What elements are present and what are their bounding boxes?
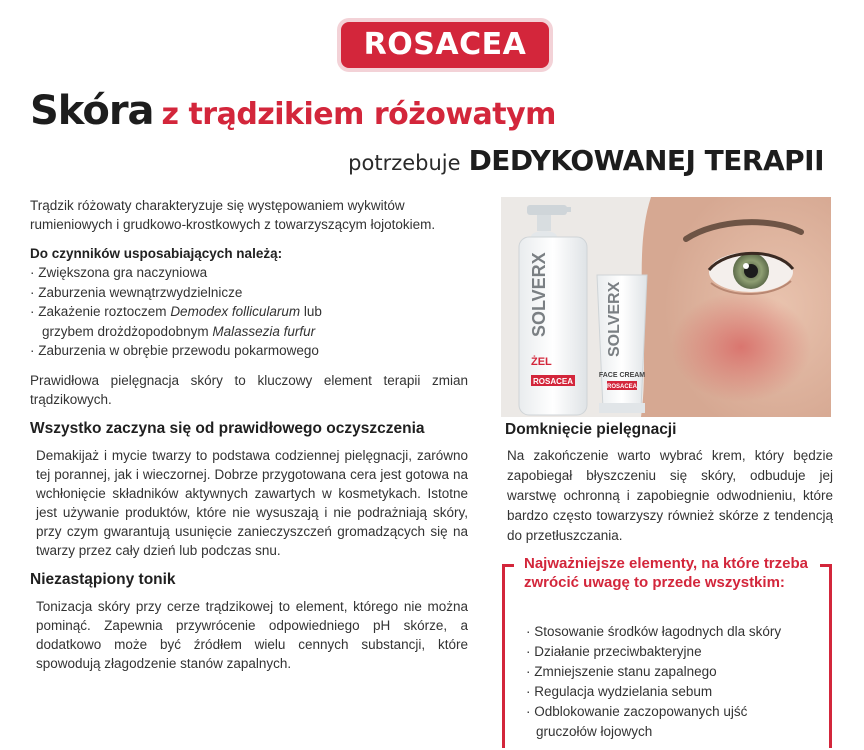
tonic-text: Tonizacja skóry przy cerze trądzikowej to element, którego nie można pominąć. Zapewnia przywrócenie odpowiedniego pH skórze, a dodatkowo może być źródłem wielu cennych substancji, które spowodują złagodzenie stanów zapalnych. xyxy=(36,598,468,671)
rosacea-badge: ROSACEA xyxy=(341,22,549,68)
list-item-text: · Zaburzenia wewnątrzwydzielnicze xyxy=(30,284,243,300)
headline-small: potrzebuje xyxy=(348,151,461,175)
list-item xyxy=(30,302,468,341)
tube-line1-text: FACE CREAM xyxy=(598,372,646,379)
list-item xyxy=(526,662,826,682)
list-item xyxy=(526,702,826,742)
factors-title: Do czynników usposabiających należą: xyxy=(30,246,283,261)
list-item xyxy=(30,341,468,361)
list-item-italic: Malassezia furfur xyxy=(212,323,316,339)
box-border-right xyxy=(829,564,832,748)
face-cream-tube xyxy=(597,275,647,413)
headline-line-2 xyxy=(348,144,824,184)
finish-title: Domknięcie pielęgnacji xyxy=(505,421,677,438)
intro-paragraph: Trądzik różowaty charakteryzuje się występowaniem wykwitów rumieniowych i grudkowo-krostkowych z towarzyszącym łojotokiem. xyxy=(30,198,436,232)
tube-brand-text: SOLVERX xyxy=(606,281,623,357)
tube-line2-text: ROSACEA xyxy=(606,384,638,390)
list-item-text: · Zakażenie roztoczem xyxy=(30,304,171,319)
list-item xyxy=(30,263,468,283)
headline-strong: DEDYKOWANEJ TERAPII xyxy=(468,144,824,177)
list-item-text: · Działanie przeciwbakteryjne xyxy=(526,644,702,659)
left-column xyxy=(30,196,468,683)
tonic-title: Niezastąpiony tonik xyxy=(30,570,176,588)
key-elements-list xyxy=(526,622,826,742)
key-elements-box xyxy=(502,552,832,748)
list-item xyxy=(526,682,826,702)
cleansing-text: Demakijaż i mycie twarzy to podstawa codziennej pielęgnacji, zarówno tej porannej, jak i wieczornej. Dobrze przygotowana cera jest gotowa na wchłonięcie składników aktywnych zawartych w kosmetykach. Istotne jest używanie produktów, które nie wysuszają i nie podrażniają skóry, przy czym gwarantują usunięcie zanieczyszczeń gromadzących się na twarzy przez cały dzień lub podczas snu. xyxy=(36,447,468,558)
box-border-top-left xyxy=(502,564,514,567)
list-item-text: · Odblokowanie zaczopowanych ujść xyxy=(526,704,748,719)
factors-list xyxy=(30,263,468,361)
finish-text: Na zakończenie warto wybrać krem, który będzie zapobiegał błyszczeniu się skóry, odbuduje jej warstwę ochronną i zapobiegnie odwodnieniu, które bardzo często towarzyszy również skórze z tendencją do przetłuszczania. xyxy=(507,448,833,543)
box-border-top-right xyxy=(820,564,832,567)
key-elements-title: Najważniejsze elementy, na które trzeba zwrócić uwagę to przede wszystkim: xyxy=(524,555,808,591)
list-item-continuation: gruczołów łojowych xyxy=(536,724,653,739)
list-item-continuation xyxy=(30,322,468,342)
list-item-text: · Zwiększona gra naczyniowa xyxy=(30,265,208,280)
photo-illustration xyxy=(501,197,831,417)
list-item-text: · Zaburzenia w obrębie przewodu pokarmowego xyxy=(30,343,319,358)
list-item-text: lub xyxy=(300,304,322,319)
headline-line-1 xyxy=(30,88,556,138)
bottle-line2-text: ROSACEA xyxy=(532,377,574,386)
right-column xyxy=(505,420,833,546)
bottle-line1-text: ŻEL xyxy=(531,356,552,368)
list-item-text: grzybem drożdżopodobnym xyxy=(42,323,213,339)
list-item xyxy=(30,283,468,303)
product-face-photo xyxy=(501,197,831,417)
list-item-text: · Zmniejszenie stanu zapalnego xyxy=(526,664,717,679)
list-item xyxy=(526,642,826,662)
list-item-text: · Regulacja wydzielania sebum xyxy=(526,684,713,699)
list-item xyxy=(526,622,826,642)
care-note: Prawidłowa pielęgnacja skóry to kluczowy element terapii zmian trądzikowych. xyxy=(30,372,468,407)
bottle-brand-text: SOLVERX xyxy=(529,252,549,337)
cleansing-title: Wszystko zaczyna się od prawidłowego oczyszczenia xyxy=(30,419,425,437)
box-border-left xyxy=(502,564,505,748)
list-item-italic: Demodex follicularum xyxy=(170,304,301,319)
list-item-text: · Stosowanie środków łagodnych dla skóry xyxy=(526,624,782,639)
headline-red: z trądzikiem różowatym xyxy=(161,97,556,132)
headline-big: Skóra xyxy=(30,88,154,134)
gel-bottle xyxy=(519,205,587,415)
